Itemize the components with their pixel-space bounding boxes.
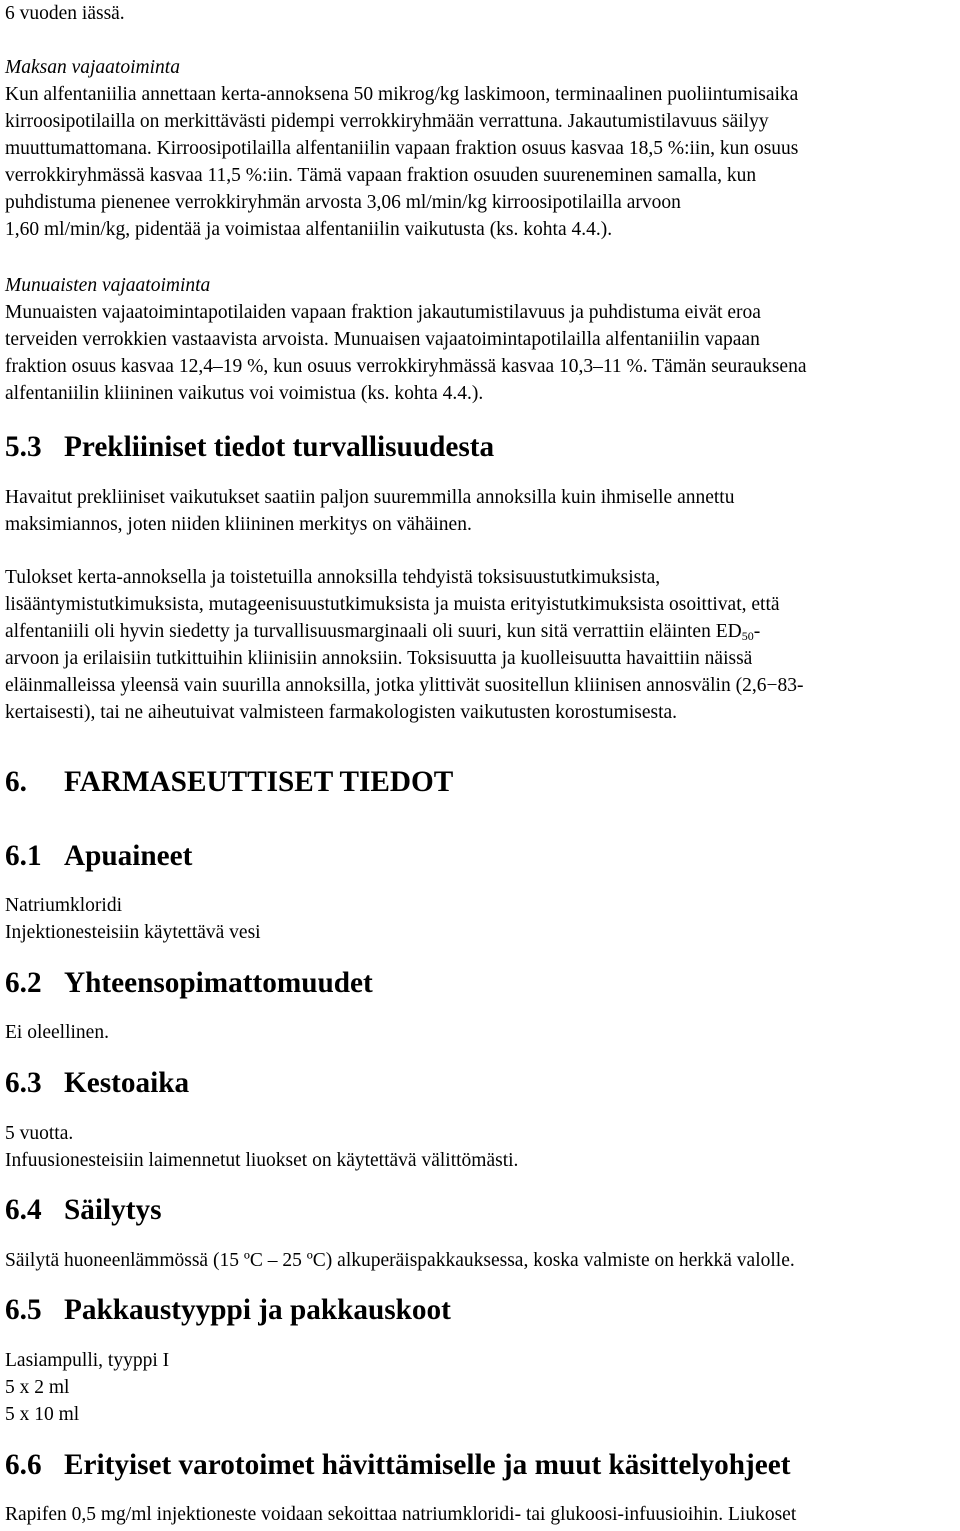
paragraph-line: eläinmalleissa yleensä vain suurilla annoksilla, jotka ylittivät suositellun kliinisen annosvälin (2,6−83- bbox=[5, 675, 804, 696]
paragraph-line: Havaitut prekliiniset vaikutukset saatiin paljon suuremmilla annoksilla kuin ihmiselle annettu bbox=[5, 487, 735, 508]
section-6-6-heading bbox=[5, 1449, 791, 1481]
paragraph-line: Säilytä huoneenlämmössä (15 ºC – 25 ºC) alkuperäispakkauksessa, koska valmiste on herkkä valolle. bbox=[5, 1250, 795, 1271]
liver-section bbox=[5, 54, 798, 243]
section-6-5-body bbox=[5, 1347, 169, 1428]
section-number: 6.1 bbox=[5, 840, 42, 872]
kidney-section bbox=[5, 272, 807, 407]
paragraph-line: Ei oleellinen. bbox=[5, 1022, 109, 1043]
kidney-line: fraktion osuus kasvaa 12,4–19 %, kun osuus verrokkiryhmässä kasvaa 10,3–11 %. Tämän seurauksena bbox=[5, 356, 807, 377]
section-6-1-heading bbox=[5, 840, 193, 872]
paragraph-line: Rapifen 0,5 mg/ml injektioneste voidaan sekoittaa natriumkloridi- tai glukoosi-infuusioihin. Liukoset bbox=[5, 1504, 797, 1525]
section-title: Kestoaika bbox=[64, 1067, 190, 1099]
liver-line: verrokkiryhmässä kasvaa 11,5 %:iin. Tämä vapaan fraktion osuuden suureneminen samalla, kun bbox=[5, 165, 757, 186]
section-title: Säilytys bbox=[64, 1194, 162, 1226]
ed-subscript: 50 bbox=[741, 629, 754, 643]
section-title: Prekliiniset tiedot turvallisuudesta bbox=[64, 431, 495, 463]
kidney-line: alfentaniilin kliininen vaikutus voi voimistua (ks. kohta 4.4.). bbox=[5, 383, 484, 404]
liver-line: muuttumattomana. Kirroosipotilailla alfentaniilin vapaan fraktion osuus kasvaa 18,5 %:iin, kun osuus bbox=[5, 138, 799, 159]
section-6-6-body bbox=[5, 1501, 796, 1528]
section-title: Yhteensopimattomuudet bbox=[64, 967, 373, 999]
section-6-3-heading bbox=[5, 1067, 190, 1099]
section-title: Apuaineet bbox=[64, 840, 193, 872]
liver-line: 1,60 ml/min/kg, pidentää ja voimistaa alfentaniilin vaikutusta (ks. kohta 4.4.). bbox=[5, 219, 613, 240]
section-title: FARMASEUTTISET TIEDOT bbox=[64, 766, 454, 798]
hyphen-text: - bbox=[753, 621, 761, 642]
section-title: Erityiset varotoimet hävittämiselle ja muut käsittelyohjeet bbox=[64, 1449, 791, 1481]
section-5-3-para1 bbox=[5, 484, 734, 538]
section-6-4-heading bbox=[5, 1194, 162, 1226]
liver-heading: Maksan vajaatoiminta bbox=[5, 57, 180, 78]
section-number: 6.3 bbox=[5, 1067, 42, 1099]
section-number: 6.6 bbox=[5, 1449, 42, 1481]
section-number: 6.4 bbox=[5, 1194, 42, 1226]
section-6-heading bbox=[5, 766, 454, 798]
paragraph-line: Infuusionesteisiin laimennetut liuokset on käytettävä välittömästi. bbox=[5, 1150, 519, 1171]
kidney-line: terveiden verrokkien vastaavista arvoista. Munuaisen vajaatoimintapotilailla alfentaniilin vapaan bbox=[5, 329, 760, 350]
paragraph-line: arvoon ja erilaisiin tutkittuihin kliinisiin annoksiin. Toksisuutta ja kuolleisuutta havaittiin näissä bbox=[5, 648, 753, 669]
section-6-4-body bbox=[5, 1247, 795, 1274]
kidney-line: Munuaisten vajaatoimintapotilaiden vapaan fraktion jakautumistilavuus ja puhdistuma eivät eroa bbox=[5, 302, 761, 323]
section-6-5-heading bbox=[5, 1294, 451, 1326]
section-number: 6.5 bbox=[5, 1294, 42, 1326]
intro-line: 6 vuoden iässä. bbox=[5, 3, 125, 24]
section-6-1-body bbox=[5, 892, 261, 946]
package-item: Lasiampulli, tyyppi I bbox=[5, 1350, 170, 1371]
section-5-3-para2 bbox=[5, 564, 803, 726]
intro-text bbox=[5, 0, 125, 27]
excipient-item: Natriumkloridi bbox=[5, 895, 122, 916]
section-6-2-body bbox=[5, 1019, 109, 1046]
paragraph-line: kertaisesti), tai ne aiheutuivat valmisteen farmakologisten vaikutusten korostumisesta. bbox=[5, 702, 678, 723]
paragraph-line: 5 vuotta. bbox=[5, 1123, 74, 1144]
liver-line: Kun alfentaniilia annettaan kerta-annoksena 50 mikrog/kg laskimoon, terminaalinen puoliintumisaika bbox=[5, 84, 799, 105]
section-number: 6.2 bbox=[5, 967, 42, 999]
section-6-2-heading bbox=[5, 967, 373, 999]
paragraph-line: maksimiannos, joten niiden kliininen merkitys on vähäinen. bbox=[5, 514, 472, 535]
section-number: 5.3 bbox=[5, 431, 42, 463]
paragraph-line: Tulokset kerta-annoksella ja toistetuilla annoksilla tehdyistä toksisuustutkimuksista, bbox=[5, 567, 661, 588]
liver-line: puhdistuma pienenee verrokkiryhmän arvosta 3,06 ml/min/kg kirroosipotilailla arvoon bbox=[5, 192, 681, 213]
package-item: 5 x 10 ml bbox=[5, 1404, 80, 1425]
excipient-item: Injektionesteisiin käytettävä vesi bbox=[5, 922, 261, 943]
package-item: 5 x 2 ml bbox=[5, 1377, 70, 1398]
section-number: 6. bbox=[5, 766, 27, 798]
paragraph-line bbox=[5, 618, 803, 645]
section-title: Pakkaustyyppi ja pakkauskoot bbox=[64, 1294, 451, 1326]
ed-text: alfentaniili oli hyvin siedetty ja turvallisuusmarginaali oli suuri, kun sitä verrattiin eläinten ED bbox=[5, 621, 742, 642]
section-6-3-body bbox=[5, 1120, 518, 1174]
paragraph-line: lisääntymistutkimuksista, mutageenisuustutkimuksista ja muista erityistutkimuksista osoittivat, että bbox=[5, 594, 780, 615]
kidney-heading: Munuaisten vajaatoiminta bbox=[5, 275, 211, 296]
liver-line: kirroosipotilailla on merkittävästi pidempi verrokkiryhmään verrattuna. Jakautumistilavuus säilyy bbox=[5, 111, 769, 132]
section-5-3-heading bbox=[5, 431, 495, 463]
